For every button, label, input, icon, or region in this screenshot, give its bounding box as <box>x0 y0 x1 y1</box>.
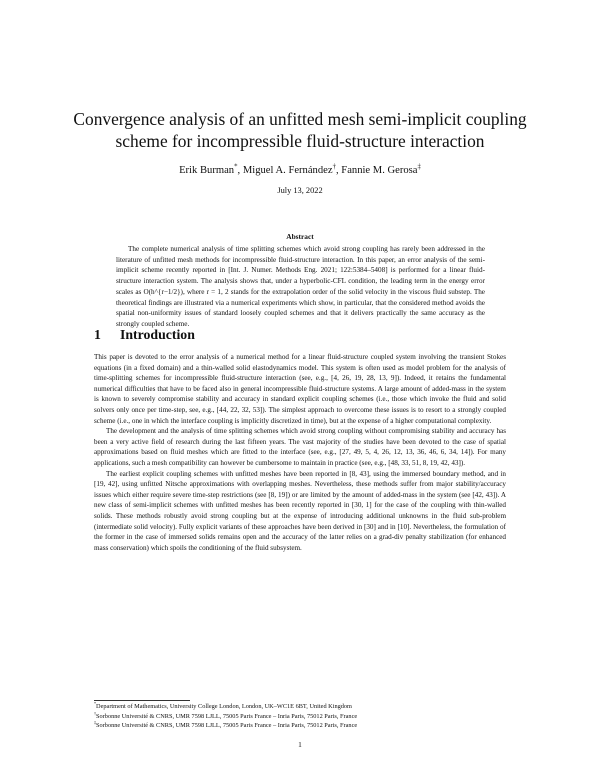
author-name: Miguel A. Fernández <box>242 165 333 176</box>
author-footnote-mark: † <box>332 163 336 171</box>
footnote <box>94 702 506 712</box>
footnote-text: Department of Mathematics, University College London, London, UK–WC1E 6BT, United Kingdom <box>96 703 352 710</box>
author-name: Erik Burman <box>179 165 235 176</box>
author-list: Erik Burman*, Miguel A. Fernández†, Fannie M. Gerosa‡ <box>179 163 421 176</box>
paper-title: Convergence analysis of an unfitted mesh semi-implicit coupling scheme for incompressible fluid-structure interaction <box>73 109 527 151</box>
abstract-body <box>116 244 485 330</box>
footnote-mark: † <box>94 710 97 716</box>
paragraph: The earliest explicit coupling schemes with unfitted meshes have been reported in [8, 43], using the immersed boundary method, and in [19, 42], using unfitted Nitsche approximations with overlapping meshes. Nevertheless, these methods suffer from major stability/accuracy issues which either require severe time-step restrictions (see [8, 19]) or are limited by the amount of added-mass in the system (see [42, 43]). A new class of semi-implicit schemes with unfitted meshes has been recently reported in [30, 1] for the case of the coupling with thin-walled solids. These methods robustly avoid strong coupling but at the expense of introducing additional unknowns in the fluid sub-problem (intermediate solid velocity). Fully explicit variants of these approaches have been derived in [30] and in [10]. Nevertheless, the formulation of the former in the case of immersed solids remains open and the accuracy of the latter relies on a grad-div penalty stabilization (for enhanced mass conservation) which spoils the conditioning of the fluid subsystem. <box>94 469 506 552</box>
paper-date: July 13, 2022 <box>277 186 323 195</box>
footnote-text: Sorbonne Université & CNRS, UMR 7598 LJLL, 75005 Paris France – Inria Paris, 75012 Paris, France <box>96 712 358 720</box>
footnote <box>94 721 506 731</box>
footnote <box>94 712 506 722</box>
footnotes <box>94 702 506 731</box>
footnote-rule <box>94 700 190 701</box>
author-footnote-mark: * <box>234 163 238 171</box>
paragraph: This paper is devoted to the error analysis of a numerical method for a linear fluid-structure coupled system involving the transient Stokes equations (in a fixed domain) and a thin-walled solid elastodynamics model. This system is often used as model problem for the analysis of time-splitting schemes for incompressible fluid-structure interaction (see, e.g., [4, 26, 19, 28, 13, 9]). Indeed, it retains the fundamental numerical difficulties that have to be faced also in general incompressible fluid-structure systems. A large amount of added-mass in the system is known to severely compromise stability and accuracy in standard explicit coupling schemes (i.e., those which invoke the fluid and solid solvers only once per time-step, see, e.g., [44, 22, 32, 53]). The simplest approach to overcome these issues is to resort to a strongly coupled scheme (i.e., one in which the interface coupling is implicitly discretized in time), but at the expense of a higher computational complexity. <box>94 353 506 425</box>
introduction-body <box>94 352 506 553</box>
section-heading <box>94 327 195 343</box>
author-name: Fannie M. Gerosa <box>341 165 418 176</box>
abstract-text: The complete numerical analysis of time splitting schemes which avoid strong coupling has rarely been addressed in the literature of unfitted mesh methods for incompressible fluid-structure interaction. In this paper, an error analysis of the semi-implicit scheme recently reported in [Int. J. Numer. Methods Eng. 2021; 122:5384–5408] is performed for a linear fluid-structure interaction system. The analysis shows that, under a hyperbolic-CFL condition, the leading term in the energy error scales as O(h^{r−1/2}), where r = 1, 2 stands for the extrapolation order of the solid velocity in the viscous fluid substep. The theoretical findings are illustrated via a numerical experiments which show, in particular, that the considered method avoids the spatial non-uniformity issues of standard loosely coupled schemes and that it delivers practically the same accuracy as the strongly coupled scheme. <box>116 245 485 328</box>
footnote-mark: * <box>94 700 97 706</box>
footnote-mark: ‡ <box>94 720 97 726</box>
paragraph: The development and the analysis of time splitting schemes which avoid strong coupling without compromising stability and accuracy has been a very active field of research during the last fifteen years. The vast majority of the studies have been devoted to the case of spatial approximations based on fluid meshes which are fitted to the interface (see, e.g., [27, 49, 5, 4, 26, 12, 13, 36, 46, 6, 34, 14]). For many applications, such a mesh compatibility can however be cumbersome to maintain in practice (see, e.g., [48, 33, 51, 8, 19, 42, 43]). <box>94 427 506 467</box>
abstract-heading: Abstract <box>286 232 314 241</box>
footnote-text: Sorbonne Université & CNRS, UMR 7598 LJLL, 75005 Paris France – Inria Paris, 75012 Paris, France <box>96 722 358 730</box>
author-footnote-mark: ‡ <box>417 163 421 171</box>
page-number: 1 <box>298 740 302 749</box>
section-title: Introduction <box>120 327 195 342</box>
section-number: 1 <box>94 327 101 342</box>
